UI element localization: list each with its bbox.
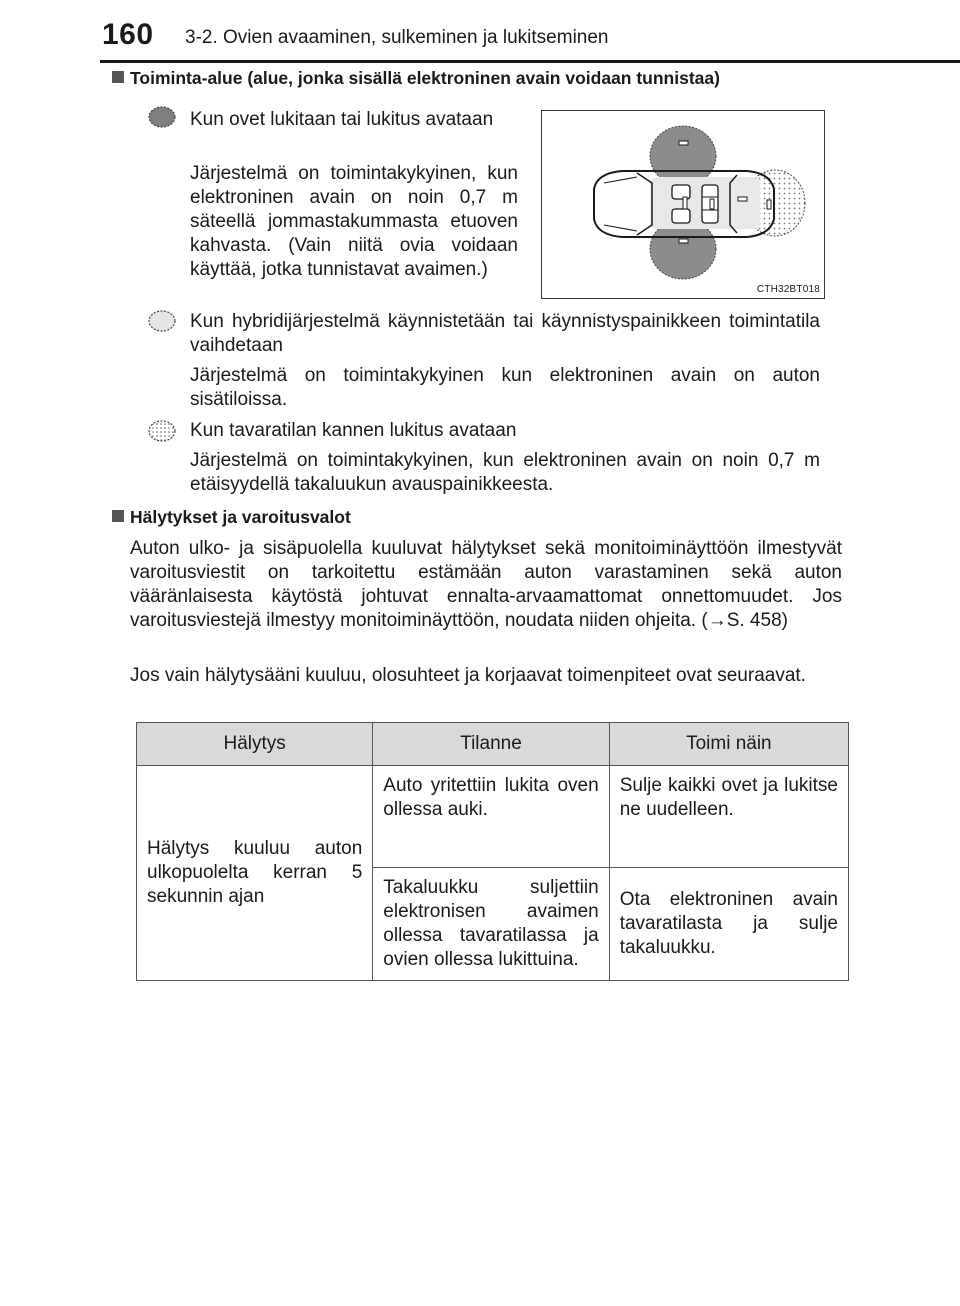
section-title: 3-2. Ovien avaaminen, sulkeminen ja lukitseminen (185, 27, 609, 48)
range-item-3-title: Kun tavaratilan kannen lukitus avataan (190, 420, 517, 441)
alarm-heading (112, 507, 351, 528)
square-bullet-icon (112, 510, 124, 522)
situation-cell: Auto yritettiin lukita oven ollessa auki. (373, 766, 609, 868)
range-heading (112, 68, 720, 89)
figure-caption: CTH32BT018 (756, 284, 820, 295)
range-item-1-body: Järjestelmä on toimintakykyinen, kun elektroninen avain on noin 0,7 m säteellä jommastakummasta etuoven kahvasta. (Vain niitä ovia voidaan käyttää, jotka tunnistavat avaimen.) (190, 163, 518, 280)
range-item-2-body: Järjestelmä on toimintakykyinen kun elektroninen avain on auton sisätiloissa. (190, 365, 820, 410)
table-header-cell: Tilanne (373, 723, 609, 766)
range-item-2-title: Kun hybridijärjestelmä käynnistetään tai käynnistyspainikkeen toimintatila vaihdetaan (190, 311, 820, 356)
alarm-table (136, 722, 849, 981)
alarm-cell: Hälytys kuuluu auton ulkopuolelta kerran 5 sekunnin ajan (137, 766, 373, 981)
range-heading-text: Toiminta-alue (alue, jonka sisällä elektroninen avain voidaan tunnistaa) (130, 68, 720, 88)
alarm-paragraph-1-text: Auton ulko- ja sisäpuolella kuuluvat hälytykset sekä monitoiminäyttöön ilmestyvät varoitusviestit on tarkoitettu estämään auton varastaminen sekä auton vääränlaisesta käytöstä johtuvat ennalta-arvaamattomat onnettomuudet. Jos varoitusviestejä ilmestyy monitoiminäyttöön, noudata niiden ohjeita. (130, 538, 842, 631)
car-top-view-diagram (542, 111, 824, 298)
table-row (137, 766, 849, 868)
alarm-paragraph-1-ref: (→S. 458) (701, 610, 788, 631)
header-divider (100, 60, 960, 63)
page-number: 160 (102, 18, 154, 51)
action-cell: Sulje kaikki ovet ja lukitse ne uudelleen. (609, 766, 848, 868)
range-item-1-title: Kun ovet lukitaan tai lukitus avataan (190, 109, 494, 130)
alarm-heading-text: Hälytykset ja varoitusvalot (130, 507, 351, 527)
range-item-3-body: Järjestelmä on toimintakykyinen, kun elektroninen avain on noin 0,7 m etäisyydellä takaluukun avauspainikkeesta. (190, 450, 820, 495)
alarm-paragraph-2: Jos vain hälytysääni kuuluu, olosuhteet ja korjaavat toimenpiteet ovat seuraavat. (130, 665, 806, 686)
range-figure (541, 110, 825, 299)
square-bullet-icon (112, 71, 124, 83)
table-header-row (137, 723, 849, 766)
situation-cell: Takaluukku suljettiin elektronisen avaimen ollessa tavaratilassa ja ovien ollessa lukittuina. (373, 868, 609, 981)
light-dotted-circle-icon (147, 308, 177, 334)
table-header-cell: Toimi näin (609, 723, 848, 766)
page-header (0, 0, 960, 62)
dotted-outline-circle-icon (147, 418, 177, 444)
table-header-cell: Hälytys (137, 723, 373, 766)
action-cell: Ota elektroninen avain tavaratilasta ja sulje takaluukku. (609, 868, 848, 981)
dark-dotted-circle-icon (147, 104, 177, 130)
alarm-paragraph-1 (130, 537, 842, 633)
